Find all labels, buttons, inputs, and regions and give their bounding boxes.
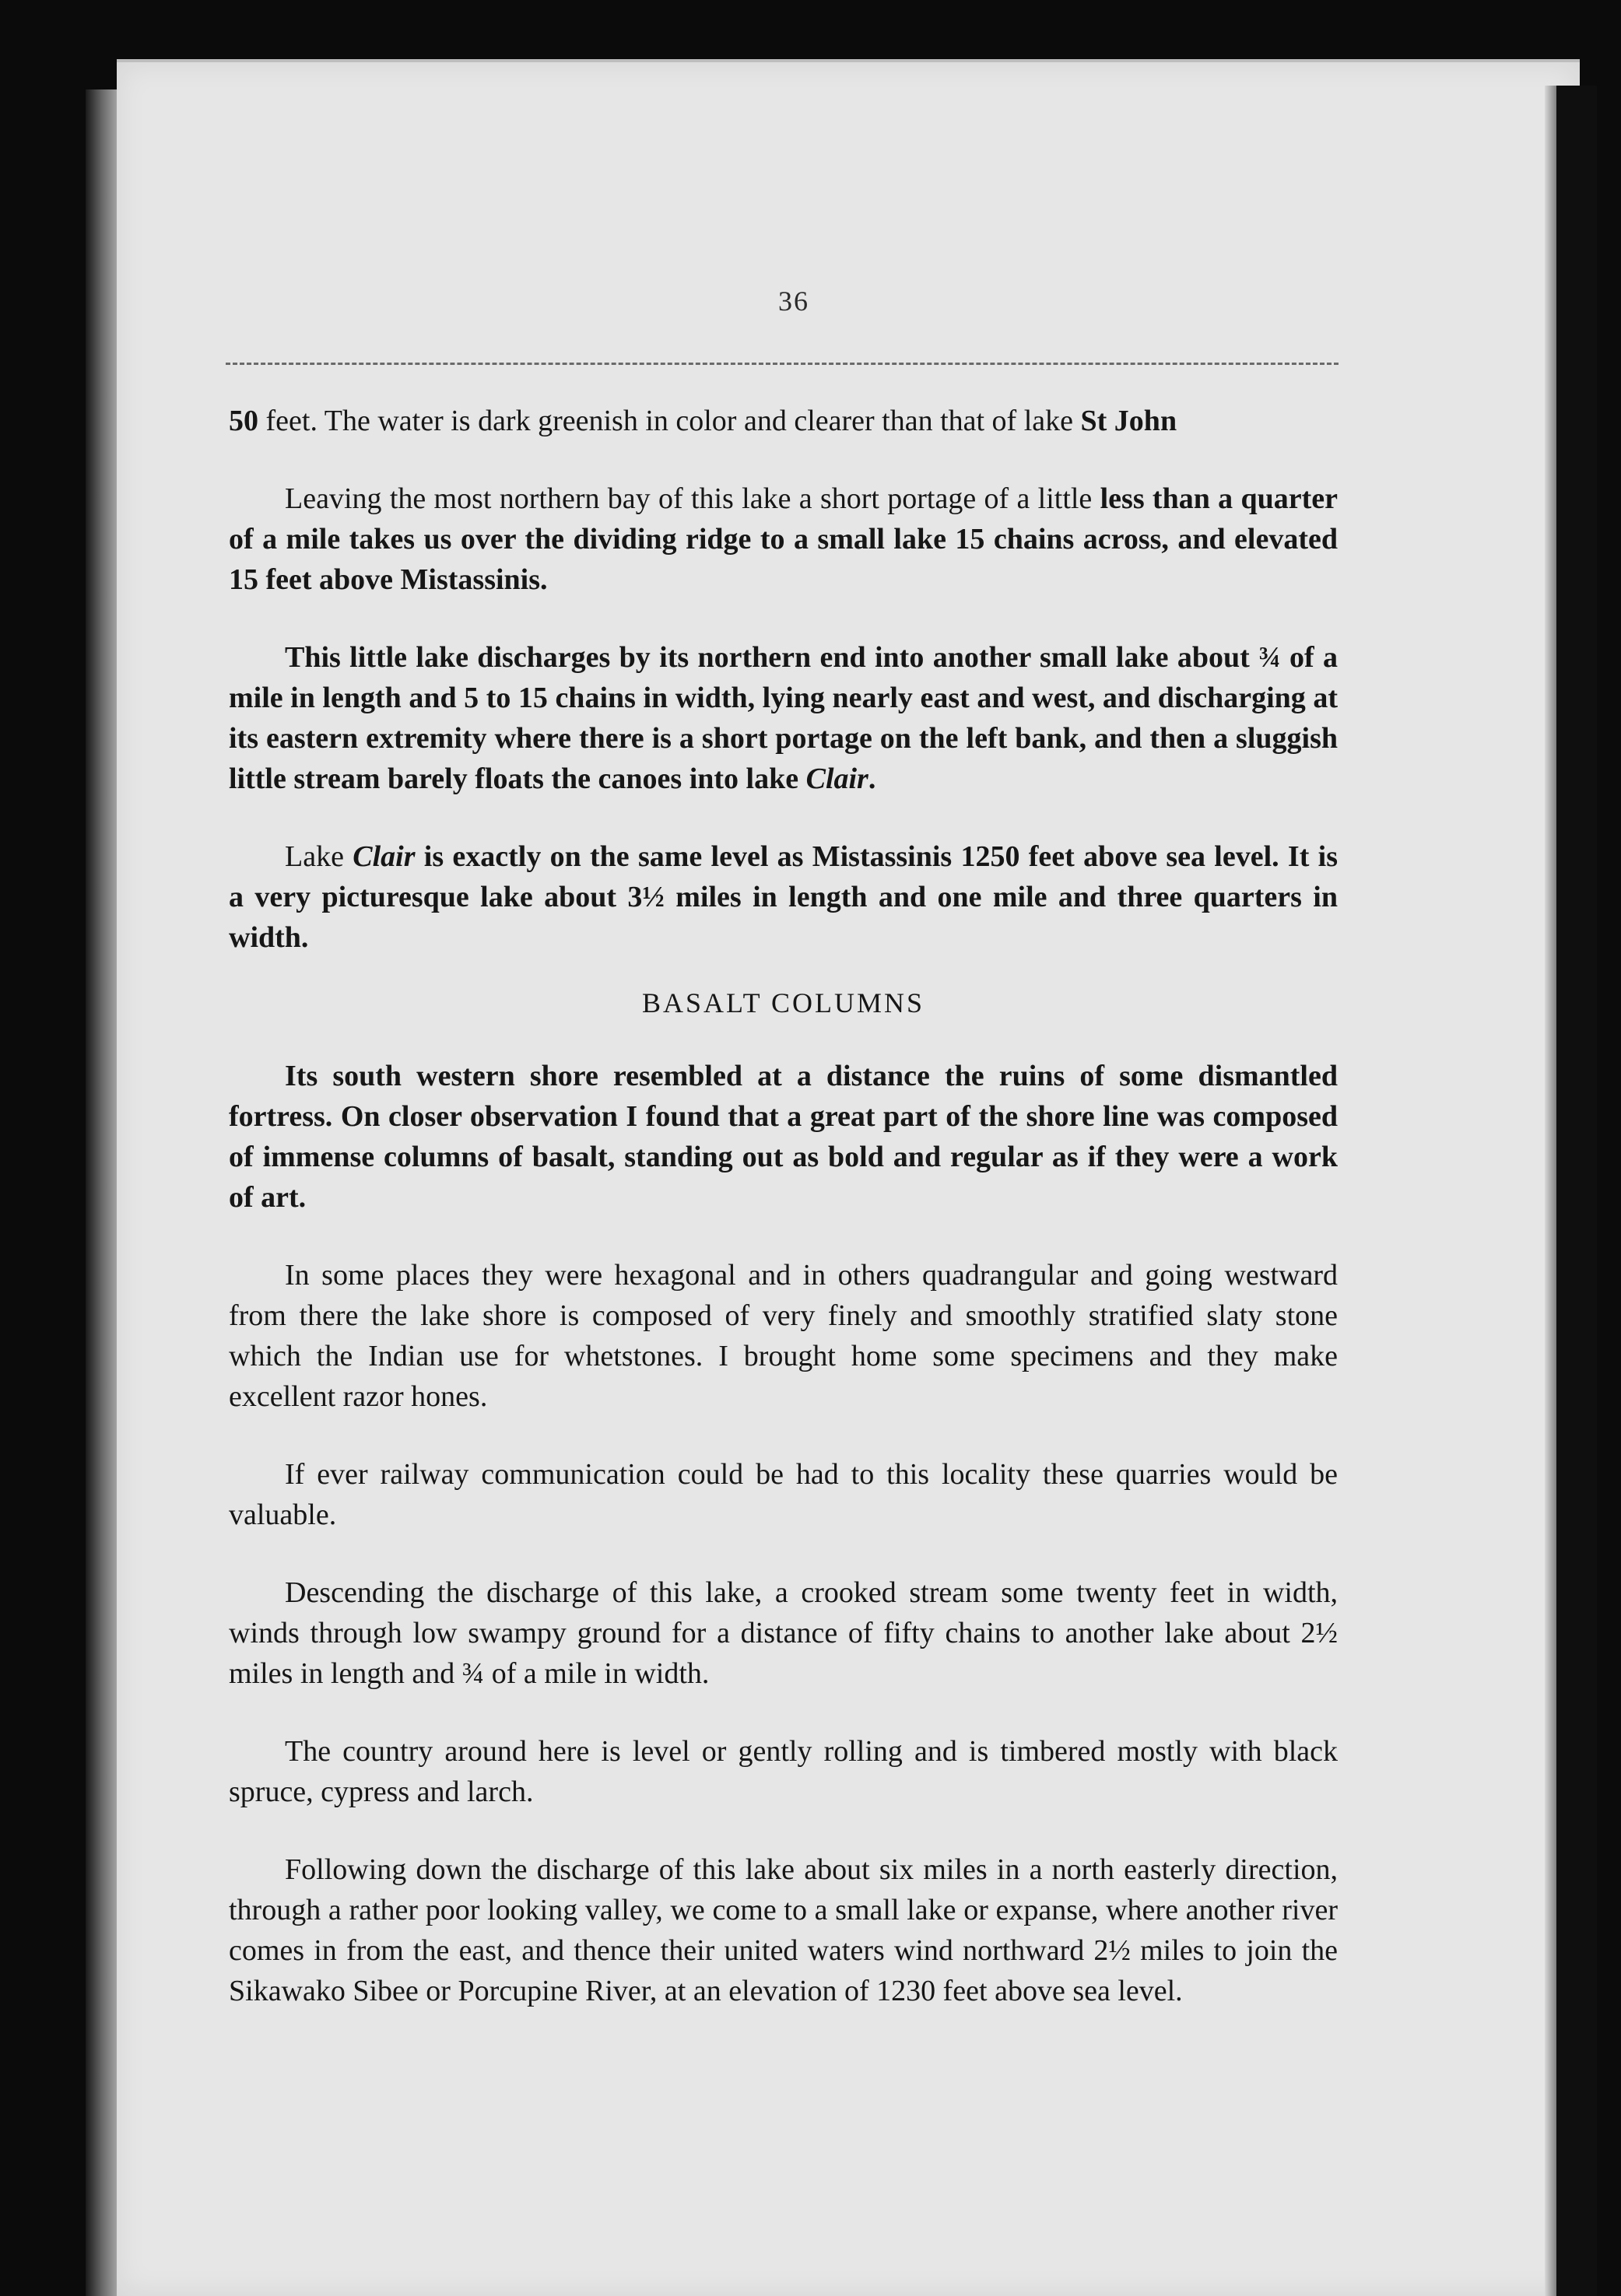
paragraph-3-end: . bbox=[868, 762, 876, 795]
paragraph-6: In some places they were hexagonal and in others quadrangular and going westward from there the lake shore is composed of very finely and smoothly stratified slaty stone which the Indian use for whetstones. I brought home some specimens and they make excellent razor hones. bbox=[229, 1259, 1338, 1413]
paragraph-3-text: This little lake discharges by its northern end into another small lake about ¾ of a mile in length and 5 to 15 chains in width, lying nearly east and west, and discharging at its eastern extremity where there is a short portage on the left bank, and then a sluggish little stream barely floats the canoes into lake bbox=[229, 641, 1338, 795]
paragraph-3 bbox=[229, 637, 1338, 799]
paragraph-4-text-c: sea level. It is a very picturesque lake about 3½ miles in length and one mile and three quarters in width. bbox=[229, 840, 1338, 954]
paragraph-1-number: 50 bbox=[229, 405, 258, 437]
paragraph-8: Descending the discharge of this lake, a crooked stream some twenty feet in width, winds through low swampy ground for a distance of fifty chains to another lake about 2½ miles in length and ¾ of a mile in width. bbox=[229, 1576, 1338, 1690]
header-rule bbox=[226, 363, 1339, 365]
paragraph-1-text: feet. The water is dark greenish in color and clearer than that of lake bbox=[258, 405, 1081, 437]
paragraph-2-text: Leaving the most northern bay of this lake a short portage of a little bbox=[285, 482, 1100, 515]
paragraph-7: If ever railway communication could be had to this locality these quarries would be valuable. bbox=[229, 1458, 1338, 1531]
binding-gutter bbox=[1545, 86, 1557, 2296]
paragraph-2 bbox=[229, 478, 1338, 600]
paragraph-2-bold-text: less than a quarter of a mile takes us over the dividing ridge to a small lake 15 chains across, and elevated 15 feet above Mistassinis. bbox=[229, 482, 1338, 596]
paragraph-1-end: St John bbox=[1080, 405, 1177, 437]
paragraph-4 bbox=[229, 836, 1338, 958]
paragraph-10: Following down the discharge of this lake about six miles in a north easterly direction, through a rather poor looking valley, we come to a small lake or expanse, where another river comes in from the east, and thence their united waters wind northward 2½ miles to join the Sikawako Sibee or Porcupine River, at an elevation of 1230 feet above sea level. bbox=[229, 1853, 1338, 2007]
paragraph-3-lake-name: Clair bbox=[805, 762, 868, 795]
paragraph-9: The country around here is level or gently rolling and is timbered mostly with black spruce, cypress and larch. bbox=[229, 1735, 1338, 1808]
paragraph-1 bbox=[229, 401, 1338, 441]
page-body bbox=[229, 401, 1338, 2049]
paragraph-4-text: Lake bbox=[285, 840, 353, 873]
binding-edge bbox=[1556, 86, 1597, 2296]
paragraph-5: Its south western shore resembled at a distance the ruins of some dismantled fortress. On closer observation I found that a great part of the shore line was composed of immense columns of basalt, standing out as bold and regular as if they were a work of art. bbox=[229, 1060, 1338, 1214]
page-number: 36 bbox=[778, 286, 809, 317]
paragraph-4-text-b: is exactly on the same level as Mistassinis 1250 feet above bbox=[415, 840, 1167, 873]
section-heading: BASALT COLUMNS bbox=[641, 987, 925, 1018]
paragraph-4-lake-name: Clair bbox=[353, 840, 416, 873]
